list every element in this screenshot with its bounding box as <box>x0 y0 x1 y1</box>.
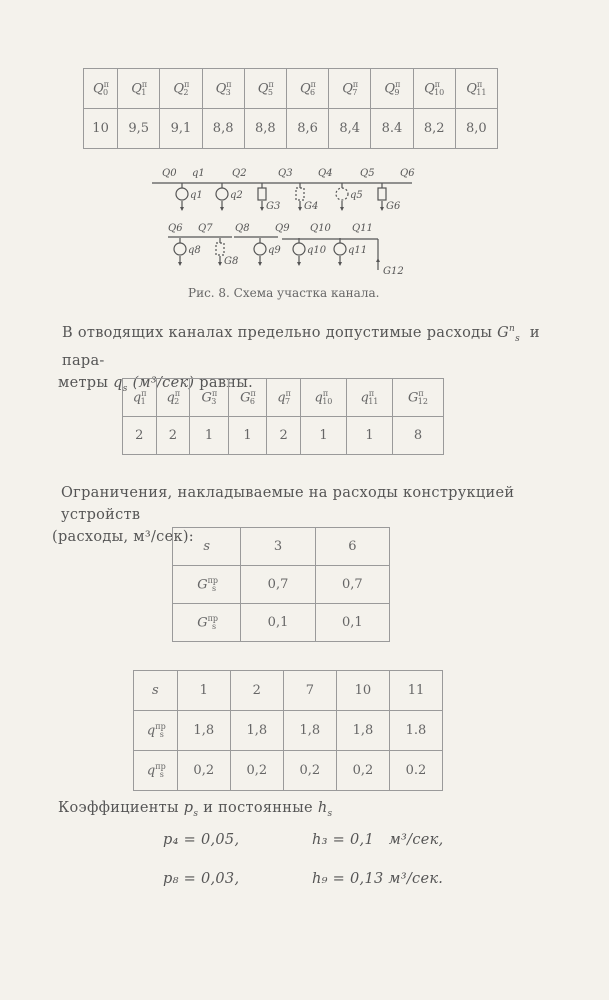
table-cell <box>241 566 315 604</box>
arrow-head-icon <box>338 262 342 266</box>
table-cell: 2 <box>267 417 301 455</box>
outlet-pump-icon <box>293 243 305 255</box>
table-cell <box>134 671 178 711</box>
table-cell: 8,2 <box>413 109 455 149</box>
cell-value: 1,8 <box>246 723 268 738</box>
table-cell <box>134 711 178 751</box>
text: Коэффициенты <box>58 800 179 816</box>
table-row <box>173 528 390 566</box>
flow-label: Q11 <box>352 223 373 234</box>
table-cell <box>177 751 230 791</box>
arrow-head-icon <box>380 207 384 211</box>
cell-symbol: q <box>146 722 156 738</box>
outlet-label: G8 <box>224 256 239 267</box>
superscript: п <box>141 79 148 89</box>
cell-symbol: G <box>201 389 212 405</box>
cell-value: 0,2 <box>352 763 374 778</box>
table-row <box>134 711 443 751</box>
table-cell: 8,4 <box>329 109 371 149</box>
text: и пара- <box>62 324 540 369</box>
subscript: 11 <box>476 88 487 98</box>
subscript: 1 <box>140 397 146 407</box>
superscript: п <box>226 79 232 89</box>
table-cell <box>315 528 389 566</box>
table-cell <box>389 711 442 751</box>
formula-p4: p₄ = 0,05, <box>163 832 240 848</box>
cell-value: 3 <box>273 539 283 554</box>
superscript: п <box>476 79 483 89</box>
cell-symbol: q <box>146 762 156 778</box>
header-cell <box>392 379 443 417</box>
outlet-label: q10 <box>307 245 327 256</box>
table-cell <box>230 751 283 791</box>
cell-value: 1,8 <box>193 723 215 738</box>
arrow-head-icon <box>258 262 262 266</box>
table-row <box>173 604 390 642</box>
table-cell <box>283 671 336 711</box>
superscript: п <box>418 388 424 398</box>
arrow-head-icon <box>297 262 301 266</box>
table-cell <box>241 604 315 642</box>
outlet-label: q9 <box>268 245 281 256</box>
cell-symbol: G <box>408 389 419 405</box>
symbol-q: $q_s$ <box>113 374 128 394</box>
gate-icon <box>378 188 386 200</box>
cell-value: 10 <box>354 683 372 698</box>
flow-label: q1 <box>192 168 205 179</box>
cell-value: 0,7 <box>341 577 363 592</box>
cell-value: 0,2 <box>299 763 321 778</box>
formula-h3: h₃ = 0,1 м³/сек, <box>312 832 444 848</box>
cell-value: 2 <box>252 683 261 698</box>
cell-value: 0,7 <box>267 577 289 592</box>
formula-p8: p₈ = 0,03, <box>163 871 240 887</box>
subscript: 5 <box>267 88 273 98</box>
outlet-label: q8 <box>188 245 201 256</box>
cell-symbol: q <box>132 389 142 405</box>
cell-symbol: Q <box>424 80 435 96</box>
arrow-head-icon <box>340 207 344 211</box>
table-cell <box>230 711 283 751</box>
cell-value: 1.8 <box>405 723 427 738</box>
outlet-label: G3 <box>266 201 281 212</box>
subscript: 6 <box>310 88 316 98</box>
superscript: п <box>395 79 401 89</box>
table-cell <box>177 711 230 751</box>
text: и постоянные <box>203 800 313 816</box>
cell-symbol: G <box>197 576 208 592</box>
table-cell: 2 <box>156 417 190 455</box>
flow-label: Q4 <box>318 168 333 179</box>
flow-label: Q0 <box>162 168 177 179</box>
table-cell: 8,8 <box>244 109 286 149</box>
header-cell <box>156 379 190 417</box>
flow-label: Q6 <box>168 223 183 234</box>
header-cell <box>123 379 157 417</box>
table-cell: 8,0 <box>455 109 497 149</box>
formula-h9: h₉ = 0,13 м³/сек. <box>312 871 444 887</box>
table-row <box>134 671 443 711</box>
superscript: п <box>268 79 274 89</box>
header-cell <box>300 379 346 417</box>
coefficients-intro <box>58 797 332 825</box>
cell-value: 6 <box>348 539 357 554</box>
cell-symbol: Q <box>257 80 269 96</box>
cell-symbol: s <box>203 539 211 554</box>
table-cell <box>241 528 315 566</box>
cell-value: 11 <box>407 683 425 698</box>
subscript: 12 <box>417 397 428 407</box>
subscript: 6 <box>249 397 255 407</box>
cell-value: 7 <box>305 683 314 698</box>
superscript: п <box>310 79 317 89</box>
table-cell <box>173 604 241 642</box>
header-cell <box>346 379 392 417</box>
outlet-pump-icon <box>336 188 348 200</box>
table-cell <box>336 671 389 711</box>
outlet-label: G12 <box>383 266 404 277</box>
symbol-h: $h_s$ <box>317 800 333 819</box>
table-cell: 8.4 <box>371 109 413 149</box>
superscript: п <box>352 79 359 89</box>
superscript: пр <box>207 613 219 623</box>
cell-value: 0,2 <box>246 763 268 778</box>
cell-value: 0,1 <box>267 615 289 630</box>
cell-symbol: Q <box>215 80 227 96</box>
gate-icon <box>258 188 266 200</box>
table-cell <box>389 751 442 791</box>
gate-icon <box>216 243 224 255</box>
cell-value: 1,8 <box>352 723 374 738</box>
subscript: 11 <box>368 397 379 407</box>
subscript: s <box>159 730 164 740</box>
table-row <box>134 751 443 791</box>
table-cell: 8,6 <box>286 109 328 149</box>
cell-value: 1,8 <box>299 723 321 738</box>
cell-symbol: q <box>277 389 286 405</box>
outlet-pump-icon <box>176 188 188 200</box>
cell-symbol: s <box>152 683 159 698</box>
symbol-p: $p_s$ <box>183 800 199 819</box>
table-cell <box>283 751 336 791</box>
unit: (м³/сек) <box>132 374 195 391</box>
table-cell <box>173 528 241 566</box>
cell-value: 1 <box>199 683 208 698</box>
subscript: 3 <box>211 397 217 407</box>
subscript: 10 <box>434 88 445 98</box>
superscript: п <box>211 388 218 398</box>
flow-label: Q9 <box>275 223 290 234</box>
outlet-label: q1 <box>190 190 203 201</box>
arrow-head-icon <box>376 258 380 262</box>
outlet-pump-icon <box>334 243 346 255</box>
superscript: п <box>184 79 190 89</box>
symbol-G: $G^п_s$ <box>497 324 521 344</box>
outlet-label: q2 <box>230 190 243 201</box>
arrow-head-icon <box>220 207 224 211</box>
superscript: п <box>368 388 375 398</box>
outlet-label: q5 <box>350 190 363 201</box>
superscript: п <box>434 79 441 89</box>
subscript: 7 <box>352 88 358 98</box>
superscript: п <box>174 388 181 398</box>
arrow-head-icon <box>178 262 182 266</box>
table-cell: 1 <box>346 417 392 455</box>
text: метры <box>58 374 109 391</box>
outlet-label: G6 <box>386 201 401 212</box>
outlet-pump-icon <box>216 188 228 200</box>
table-cell <box>134 751 178 791</box>
table-cell <box>230 671 283 711</box>
cell-symbol: Q <box>300 80 311 96</box>
superscript: п <box>103 79 110 89</box>
table-header-row <box>123 379 444 417</box>
table-cell <box>315 604 389 642</box>
cell-symbol: q <box>360 389 369 405</box>
table-row <box>123 417 444 455</box>
subscript: s <box>159 770 164 780</box>
subscript: 10 <box>322 397 333 407</box>
table-cell: 8 <box>392 417 443 455</box>
cell-value: 0,1 <box>341 615 363 630</box>
subscript: s <box>212 622 217 632</box>
table-device-constraints-G <box>172 527 390 642</box>
table-cell: 2 <box>123 417 157 455</box>
text: (расходы, м³/сек): <box>52 529 194 545</box>
table-cell <box>177 671 230 711</box>
cell-symbol: G <box>240 389 251 405</box>
table-cell <box>336 711 389 751</box>
table-device-constraints-q <box>133 670 443 791</box>
table-cell: 10 <box>84 109 118 149</box>
table-cell: 1 <box>300 417 346 455</box>
subscript: 2 <box>174 397 180 407</box>
superscript: п <box>285 388 291 398</box>
cell-symbol: Q <box>173 80 185 96</box>
cell-symbol: q <box>166 389 175 405</box>
outlet-label: q11 <box>348 245 368 256</box>
cell-symbol: G <box>197 614 208 630</box>
arrow-head-icon <box>180 207 184 211</box>
table-cell <box>336 751 389 791</box>
table-cell <box>315 566 389 604</box>
text: В отводящих каналах предельно допустимые расходы <box>62 324 493 341</box>
table-cell: 1 <box>190 417 229 455</box>
cell-symbol: Q <box>93 80 104 96</box>
subscript: s <box>212 584 217 594</box>
subscript: 7 <box>284 397 291 407</box>
subscript: 9 <box>394 88 400 98</box>
subscript: 2 <box>183 88 189 98</box>
flow-label: Q2 <box>232 168 247 179</box>
arrow-head-icon <box>260 207 264 211</box>
cell-symbol: Q <box>342 80 353 96</box>
flow-label: Q10 <box>310 223 331 234</box>
flow-label: Q5 <box>360 168 375 179</box>
text: равны. <box>199 374 254 391</box>
text: Ограничения, накладываемые на расходы конструкцией устройств <box>61 485 515 523</box>
header-cell <box>190 379 229 417</box>
superscript: п <box>322 388 329 398</box>
table-row <box>173 566 390 604</box>
superscript: пр <box>207 575 219 585</box>
subscript: 3 <box>225 88 231 98</box>
arrow-head-icon <box>298 207 302 211</box>
table-cell: 8,8 <box>202 109 244 149</box>
table-cell <box>173 566 241 604</box>
superscript: пр <box>155 721 166 731</box>
flow-label: Q8 <box>235 223 250 234</box>
flow-label: Q7 <box>198 223 213 234</box>
table-cell: 1 <box>228 417 267 455</box>
cell-value: 0,2 <box>193 763 215 778</box>
cell-value: 0.2 <box>405 763 427 778</box>
subscript: 1 <box>141 88 147 98</box>
table-cell <box>389 671 442 711</box>
flow-label: Q3 <box>278 168 293 179</box>
superscript: п <box>141 388 147 398</box>
table-cell: 9,5 <box>118 109 160 149</box>
arrow-head-icon <box>218 262 222 266</box>
table-cell <box>283 711 336 751</box>
cell-symbol: q <box>314 389 323 405</box>
outlet-pump-icon <box>174 243 186 255</box>
table-cell: 9,1 <box>160 109 202 149</box>
cell-symbol: Q <box>384 80 396 96</box>
header-cell <box>228 379 267 417</box>
subscript: 0 <box>103 88 109 98</box>
figure-caption: Рис. 8. Схема участка канала. <box>188 286 380 300</box>
gate-icon <box>296 188 304 200</box>
table-outlet-limits <box>122 378 444 455</box>
superscript: п <box>250 388 256 398</box>
cell-symbol: Q <box>131 80 142 96</box>
flow-label: Q6 <box>400 168 415 179</box>
outlet-label: G4 <box>304 201 319 212</box>
canal-section-diagram <box>0 0 609 300</box>
superscript: пр <box>155 761 166 771</box>
cell-symbol: Q <box>466 80 477 96</box>
header-cell <box>267 379 301 417</box>
outlet-pump-icon <box>254 243 266 255</box>
